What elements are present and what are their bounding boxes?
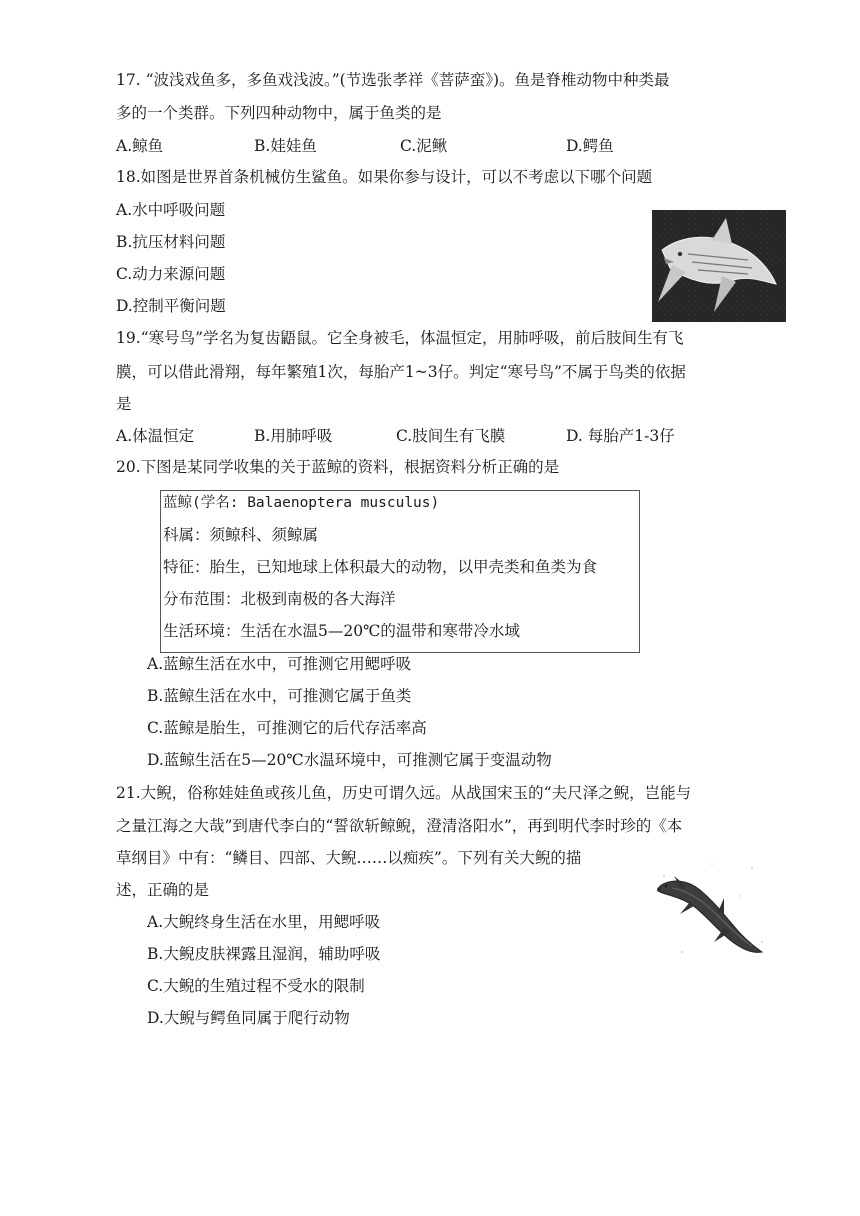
q20-option-b: B.蓝鲸生活在水中，可推测它属于鱼类 — [147, 687, 412, 705]
q21-stem-line2: 之量江海之大哉”到唐代李白的“誓欲斩鲸鲵，澄清洛阳水”，再到明代李时珍的《本 — [116, 817, 683, 835]
info-range: 分布范围：北极到南极的各大海洋 — [163, 590, 396, 608]
info-family: 科属：须鲸科、须鲸属 — [163, 526, 319, 544]
q17-option-c: C.泥鳅 — [400, 137, 448, 155]
q19-stem-line3: 是 — [116, 395, 132, 413]
q17-option-d: D.鳄鱼 — [566, 137, 614, 155]
q20-option-d: D.蓝鲸生活在5—20℃水温环境中，可推测它属于变温动物 — [147, 751, 552, 769]
q20-option-c: C.蓝鲸是胎生，可推测它的后代存活率高 — [147, 719, 427, 737]
q19-option-c: C.肢间生有飞膜 — [396, 427, 506, 445]
q17-stem-line1: 17. “波浅戏鱼多，多鱼戏浅波。”(节选张孝祥《菩萨蛮》)。鱼是脊椎动物中种类最 — [116, 71, 670, 89]
robotic-shark-photo — [652, 210, 786, 322]
info-habitat: 生活环境：生活在水温5—20℃的温带和寒带冷水域 — [163, 622, 520, 640]
q20-option-a: A.蓝鲸生活在水中，可推测它用鳃呼吸 — [147, 655, 412, 673]
q21-stem-line1: 21.大鲵，俗称娃娃鱼或孩儿鱼，历史可谓久远。从战国宋玉的“夫尺泽之鲵，岂能与 — [116, 784, 692, 802]
q19-option-b: B.用肺呼吸 — [254, 427, 333, 445]
q18-option-d: D.控制平衡问题 — [116, 297, 226, 315]
q19-stem-line1: 19.“寒号鸟”学名为复齿鼯鼠。它全身被毛，体温恒定，用肺呼吸，前后肢间生有飞 — [116, 329, 684, 347]
q21-stem-line4: 述，正确的是 — [116, 881, 210, 899]
q19-option-a: A.体温恒定 — [116, 427, 195, 445]
blue-whale-info-box — [160, 490, 640, 653]
q21-option-d: D.大鲵与鳄鱼同属于爬行动物 — [147, 1009, 350, 1027]
q21-option-b: B.大鲵皮肤裸露且湿润，辅助呼吸 — [147, 945, 381, 963]
info-features: 特征：胎生，已知地球上体积最大的动物，以甲壳类和鱼类为食 — [163, 558, 598, 576]
q21-option-a: A.大鲵终身生活在水里，用鳃呼吸 — [147, 913, 381, 931]
q18-option-a: A.水中呼吸问题 — [116, 201, 226, 219]
q18-stem: 18.如图是世界首条机械仿生鲨鱼。如果你参与设计，可以不考虑以下哪个问题 — [116, 168, 653, 186]
info-name: 蓝鲸(学名: Balaenoptera musculus) — [163, 495, 440, 511]
q18-option-c: C.动力来源问题 — [116, 265, 226, 283]
q17-option-a: A.鲸鱼 — [116, 137, 164, 155]
q21-option-c: C.大鲵的生殖过程不受水的限制 — [147, 977, 365, 995]
giant-salamander-photo — [652, 856, 770, 966]
q19-stem-line2: 膜，可以借此滑翔，每年繁殖1次，每胎产1~3仔。判定“寒号鸟”不属于鸟类的依据 — [116, 363, 686, 381]
q21-stem-line3: 草纲目》中有：“鳞目、四部、大鲵……以痴疾”。下列有关大鲵的描 — [116, 849, 582, 867]
q19-option-d: D. 每胎产1-3仔 — [566, 427, 675, 445]
q18-option-b: B.抗压材料问题 — [116, 233, 226, 251]
q17-stem-line2: 多的一个类群。下列四种动物中，属于鱼类的是 — [116, 104, 442, 122]
q17-option-b: B.娃娃鱼 — [254, 137, 317, 155]
q20-stem: 20.下图是某同学收集的关于蓝鲸的资料，根据资料分析正确的是 — [116, 458, 560, 476]
